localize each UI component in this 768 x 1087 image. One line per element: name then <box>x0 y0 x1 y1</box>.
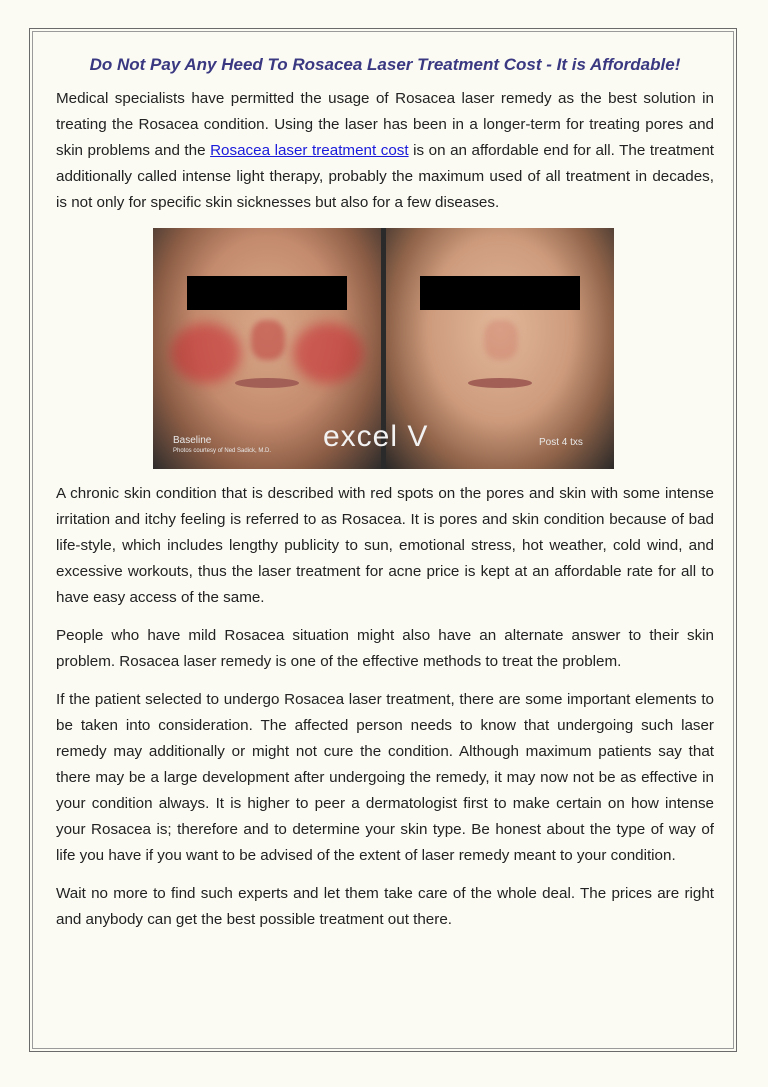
paragraph-intro <box>56 86 714 216</box>
rosacea-cost-link[interactable]: Rosacea laser treatment cost <box>210 142 409 159</box>
before-after-photo <box>153 228 614 469</box>
baseline-label: Baseline <box>173 435 212 446</box>
privacy-bar-right <box>420 276 580 310</box>
photo-credit: Photos courtesy of Ned Sadick, M.D. <box>173 448 272 454</box>
intro-text-after: is on an affordable end for all. The treatment additionally called intense light therapy, probably the maximum used of all treatment in decades, is not only for specific skin sicknesses but also for a few diseases. <box>56 142 715 211</box>
document-body <box>56 52 714 945</box>
brand-logo: excel V <box>323 420 429 453</box>
privacy-bar-left <box>187 276 347 310</box>
intro-text-before: Medical specialists have permitted the usage of Rosacea laser remedy as the best solution in treating the Rosacea condition. Using the laser has been in a longer-term for treating pores and skin problems and the <box>56 90 714 159</box>
post-treatment-label: Post 4 txs <box>539 437 583 448</box>
paragraph-closing: Wait no more to find such experts and let them take care of the whole deal. The prices are right and anybody can get the best possible treatment out there. <box>56 885 714 928</box>
page-title: Do Not Pay Any Heed To Rosacea Laser Treatment Cost - It is Affordable! <box>89 55 681 74</box>
paragraph-mild-rosacea: People who have mild Rosacea situation might also have an alternate answer to their skin problem. Rosacea laser remedy is one of the effective methods to treat the problem. <box>56 627 714 670</box>
paragraph-condition: A chronic skin condition that is described with red spots on the pores and skin with some intense irritation and itchy feeling is referred to as Rosacea. It is pores and skin condition because of bad life-style, which includes lengthy publicity to sun, emotional stress, hot weather, cold wind, and excessive workouts, thus the laser treatment for acne price is kept at an affordable rate for all to have easy access of the same. <box>56 485 714 606</box>
paragraph-considerations: If the patient selected to undergo Rosacea laser treatment, there are some important elements to be taken into consideration. The affected person needs to know that undergoing such laser remedy may additionally or might not cure the condition. Although maximum patients say that there may be a large development after undergoing the remedy, it may now not be as effective in your condition always. It is higher to peer a dermatologist first to make certain on how intense your Rosacea is; therefore and to determine your skin type. Be honest about the type of way of life you have if you want to be advised of the extent of laser remedy meant to your condition. <box>56 691 714 864</box>
